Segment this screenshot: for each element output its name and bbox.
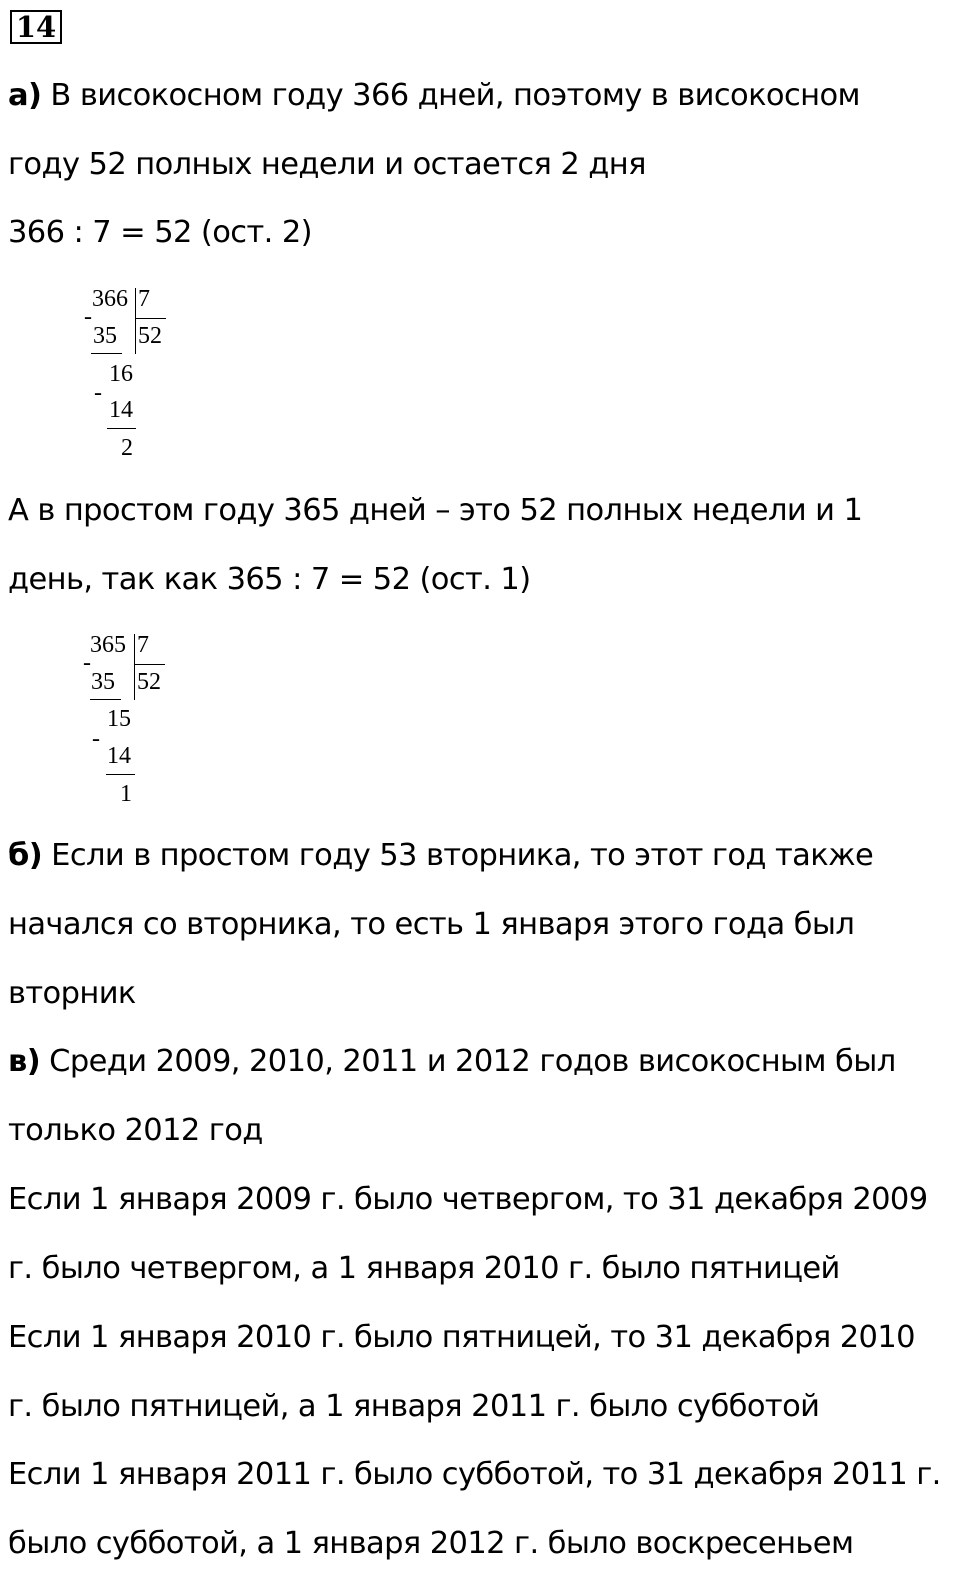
- divisor: 7: [137, 632, 149, 658]
- part-c-line-5: Если 1 января 2010 г. было пятницей, то 31 декабря 2010: [8, 1320, 915, 1355]
- quotient: 52: [138, 323, 162, 349]
- part-c-line-4: г. было четвергом, а 1 января 2010 г. было пятницей: [8, 1251, 840, 1286]
- minus-sign-2: -: [92, 726, 100, 752]
- division-vertical-line: [134, 634, 135, 700]
- dividend: 366: [92, 286, 128, 312]
- part-b-line-3: вторник: [8, 976, 136, 1011]
- part-a-line-5: день, так как 365 : 7 = 52 (ост. 1): [8, 562, 531, 597]
- subtrahend-1: 35: [91, 669, 115, 695]
- remainder: 2: [121, 435, 133, 461]
- part-a-line-3: 366 : 7 = 52 (ост. 2): [8, 215, 312, 250]
- part-b-marker: б): [8, 838, 43, 873]
- part-b-text-1: Если в простом году 53 вторника, то этот год также: [42, 838, 874, 873]
- part-b-line-2: начался со вторника, то есть 1 января этого года был: [8, 907, 855, 942]
- part-c-marker: в): [8, 1044, 41, 1079]
- part-a-marker: а): [8, 78, 42, 113]
- subtrahend-2: 14: [109, 397, 133, 423]
- divisor-underline: [134, 664, 165, 665]
- part-c-line-7: Если 1 января 2011 г. было субботой, то 31 декабря 2011 г.: [8, 1457, 941, 1492]
- minus-sign-1: -: [83, 650, 91, 676]
- minus-sign-1: -: [84, 304, 92, 330]
- part-c-line-2: только 2012 год: [8, 1113, 263, 1148]
- subtrahend-1: 35: [93, 323, 117, 349]
- division-vertical-line: [135, 288, 136, 354]
- quotient: 52: [137, 669, 161, 695]
- problem-number: 14: [10, 10, 62, 44]
- dividend: 365: [90, 632, 126, 658]
- subtraction-line-1: [91, 353, 122, 354]
- remainder: 1: [120, 781, 132, 807]
- subtraction-line-2: [107, 428, 136, 429]
- part-b-line-1: [8, 836, 873, 876]
- minus-sign-2: -: [94, 380, 102, 406]
- part-a-text-1: В високосном году 366 дней, поэтому в високосном: [41, 78, 860, 113]
- partial-remainder: 15: [107, 706, 131, 732]
- subtrahend-2: 14: [107, 743, 131, 769]
- part-c-line-6: г. было пятницей, а 1 января 2011 г. было субботой: [8, 1389, 820, 1424]
- part-a-line-2: году 52 полных недели и остается 2 дня: [8, 147, 646, 182]
- part-a-line-1: [8, 76, 860, 116]
- part-a-line-4: А в простом году 365 дней – это 52 полных недели и 1: [8, 493, 863, 528]
- part-c-line-1: [8, 1042, 896, 1082]
- subtraction-line-1: [90, 699, 121, 700]
- divisor: 7: [138, 286, 150, 312]
- part-c-text-1: Среди 2009, 2010, 2011 и 2012 годов високосным был: [40, 1044, 896, 1079]
- subtraction-line-2: [106, 774, 135, 775]
- part-c-line-8: было субботой, а 1 января 2012 г. было воскресеньем: [8, 1526, 854, 1561]
- divisor-underline: [135, 318, 166, 319]
- part-c-line-3: Если 1 января 2009 г. было четвергом, то 31 декабря 2009: [8, 1182, 928, 1217]
- partial-remainder: 16: [109, 361, 133, 387]
